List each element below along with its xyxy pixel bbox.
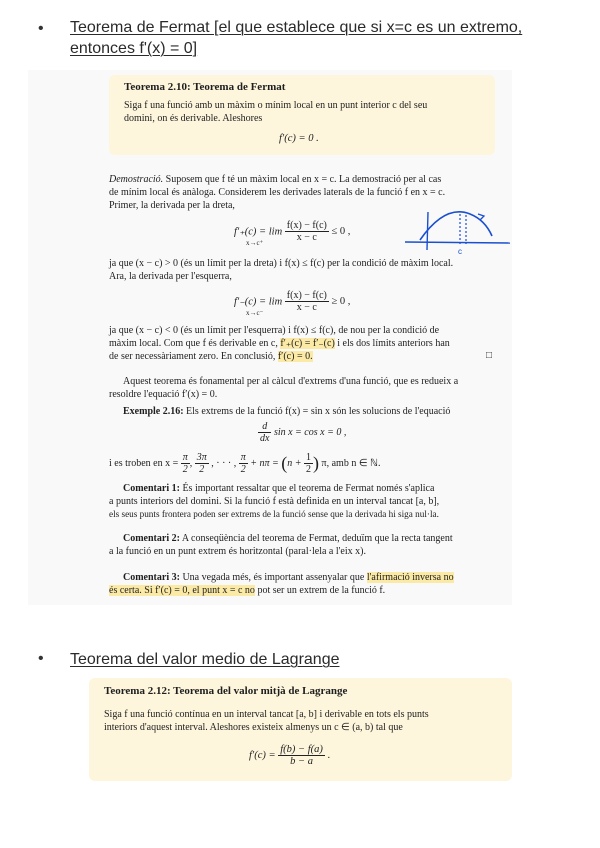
proof-line-7b: i els dos límits anteriors han <box>337 338 450 349</box>
proof-middle <box>109 257 501 283</box>
proof-line-5: Ara, la derivada per l'esquerra, <box>109 271 232 282</box>
solutions-plus: + nπ = <box>250 458 279 469</box>
proof-conclusion <box>109 324 501 363</box>
derivative-rest: sin x = cos x = 0 , <box>273 427 347 438</box>
comentari-2-label: Comentari 2: <box>123 533 180 544</box>
frac-pi-2 <box>181 452 190 475</box>
d-numerator: d <box>258 421 271 433</box>
comentari-1-line-1: És important ressaltar que el teorema de Fermat només s'aplica <box>182 483 435 494</box>
frac2-den: 2 <box>199 464 205 475</box>
frac3-den: 2 <box>240 464 246 475</box>
frac1-num: π <box>182 452 188 463</box>
comentari-1 <box>109 482 501 521</box>
highlight-lateral-equality: f′₊(c) = f′₋(c) <box>280 338 335 349</box>
comentari-2-line-2: a la funció en un punt extrem és horitzontal (paral·lela a l'eix x). <box>109 546 366 557</box>
comentari-3-label: Comentari 3: <box>123 572 180 583</box>
proof-line-3: Primer, la derivada per la dreta, <box>109 200 235 211</box>
theorem-2-12-line-2: interiors d'aquest interval. Aleshores existeix almenys un c ∈ (a, b) tal que <box>104 722 403 733</box>
half-num: 1 <box>306 452 312 463</box>
frac3-num: π <box>240 452 246 463</box>
handdrawn-maximum-sketch <box>400 202 515 257</box>
comentari-1-line-3: els seus punts frontera poden ser extrems de la funció sense que la derivada hi siga nul·la. <box>109 509 439 519</box>
frac1-den: 2 <box>182 464 188 475</box>
mean-value-formula <box>249 744 330 767</box>
theorem-formula: f′(c) = 0 . <box>279 133 319 144</box>
sketch-label-c: c <box>458 247 462 256</box>
mvt-lhs: f′(c) = <box>249 750 276 761</box>
mvt-end: . <box>327 750 331 761</box>
solutions-line: i es troben en x = $\frac{\pi}{2}$ , $\frac{3\pi}{2}$ , · · · , $\frac{\pi}{2}$ + nπ = (n + $\frac{1}{2}$ ) π, amb n ∈ ℕ. <box>109 452 381 475</box>
comentari-2-line-1: A conseqüència del teorema de Fermat, deduïm que la recta tangent <box>181 533 453 544</box>
fundamental-line-1: Aquest teorema és fonamental per al càlcul d'extrems d'una funció, que es redueix a <box>123 376 459 387</box>
highlight-inverse-1: l'afirmació inversa no <box>366 572 454 583</box>
highlight-inverse-2: és certa. Si f′(c) = 0, el punt x = c no <box>109 585 255 596</box>
proof-line-6: ja que (x − c) < 0 (és un límit per l'esquerra) i f(x) ≤ f(c), de nou per la condició de <box>109 325 440 336</box>
comentari-1-line-2: a punts interiors del domini. Si la funció f està definida en un interval tancat [a, b], <box>109 496 440 507</box>
comentari-3-line-1a: Una vegada més, és important assenyalar que <box>182 572 365 583</box>
comentari-2 <box>109 532 501 558</box>
bullet-1: • <box>38 20 44 37</box>
example-2-16 <box>123 405 501 418</box>
comentari-3 <box>109 571 501 597</box>
derivative-equation <box>258 421 346 444</box>
left-lhs: f′₋(c) = lim <box>234 296 283 308</box>
theorem-box-2-12 <box>89 678 512 781</box>
proof-line-8a: de ser necessàriament zero. En conclusió, <box>109 351 276 362</box>
mvt-denominator: b − a <box>290 756 313 767</box>
right-fraction <box>285 220 329 243</box>
solutions-prefix: i es troben en x = <box>109 458 179 469</box>
proof-line-1: Suposem que f té un màxim local en x = c. La demostració per al cas <box>165 174 442 185</box>
sketch-x-axis <box>405 242 510 243</box>
example-label: Exemple 2.16: <box>123 406 184 417</box>
example-line-1: Els extrems de la funció f(x) = sin x són les solucions de l'equació <box>186 406 451 417</box>
left-fraction <box>285 290 329 313</box>
sketch-curve <box>420 212 492 240</box>
proof-line-7a: màxim local. Com que f és derivable en c, <box>109 338 278 349</box>
theorem-2-12-body <box>104 708 504 734</box>
heading-line-2: entonces f'(x) = 0] <box>70 40 198 57</box>
mvt-numerator: f(b) − f(a) <box>280 744 323 755</box>
left-limit-sub: x→c⁻ <box>246 309 264 317</box>
dx-denominator: dx <box>260 433 270 444</box>
frac-1-2 <box>304 452 313 475</box>
highlight-conclusion: f′(c) = 0. <box>277 351 313 362</box>
comentari-3-line-2b: pot ser un extrem de la funció f. <box>257 585 386 596</box>
comentari-1-label: Comentari 1: <box>123 483 180 494</box>
fundamental-note <box>109 375 501 401</box>
qed-symbol: □ <box>486 350 493 361</box>
section-heading-fermat <box>70 17 590 59</box>
mvt-fraction <box>278 744 325 767</box>
bullet-2: • <box>38 650 44 667</box>
proof-line-4: ja que (x − c) > 0 (és un límit per la dreta) i f(x) ≤ f(c) per la condició de màxim local. <box>109 258 454 269</box>
theorem-body-line-2: domini, on és derivable. Aleshores <box>124 113 263 124</box>
fundamental-line-2: resoldre l'equació f′(x) = 0. <box>109 389 218 400</box>
left-relation: ≥ 0 , <box>331 296 351 307</box>
half-den: 2 <box>306 464 312 475</box>
theorem-body-line-1: Siga f una funció amb un màxim o mínim local en un punt interior c del seu <box>124 100 428 111</box>
theorem-box-2-10 <box>109 75 495 155</box>
solutions-ellipsis: , · · · , <box>211 458 237 469</box>
solutions-end: π, amb n ∈ ℕ. <box>321 458 381 469</box>
right-denominator: x − c <box>296 232 317 243</box>
left-derivative-formula <box>234 290 351 317</box>
solutions-n-plus: n + <box>287 458 302 469</box>
frac-3pi-2 <box>195 452 209 475</box>
proof-label: Demostració. <box>109 174 164 185</box>
theorem-title: Teorema 2.10: Teorema de Fermat <box>124 81 286 93</box>
left-numerator: f(x) − f(c) <box>286 290 327 301</box>
left-denominator: x − c <box>296 302 317 313</box>
right-derivative-formula <box>234 220 351 247</box>
d-dx-fraction <box>258 421 271 444</box>
theorem-2-12-title: Teorema 2.12: Teorema del valor mitjà de Lagrange <box>104 685 348 697</box>
right-numerator: f(x) − f(c) <box>286 220 327 231</box>
frac2-num: 3π <box>196 452 207 463</box>
frac-pi-2-b <box>239 452 248 475</box>
section-heading-lagrange: Teorema del valor medio de Lagrange <box>70 651 340 668</box>
right-lhs: f′₊(c) = lim <box>234 226 283 238</box>
right-relation: ≤ 0 , <box>331 226 351 237</box>
heading-line-1: Teorema de Fermat [el que establece que si x=c es un extremo, <box>70 19 523 36</box>
theorem-2-12-line-1: Siga f una funció contínua en un interval tancat [a, b] i derivable en tots els punts <box>104 709 429 720</box>
right-limit-sub: x→c⁺ <box>246 239 264 247</box>
theorem-body <box>124 99 492 125</box>
proof-line-2: de mínim local és anàloga. Considerem les derivades laterals de la funció f en x = c. <box>109 187 446 198</box>
